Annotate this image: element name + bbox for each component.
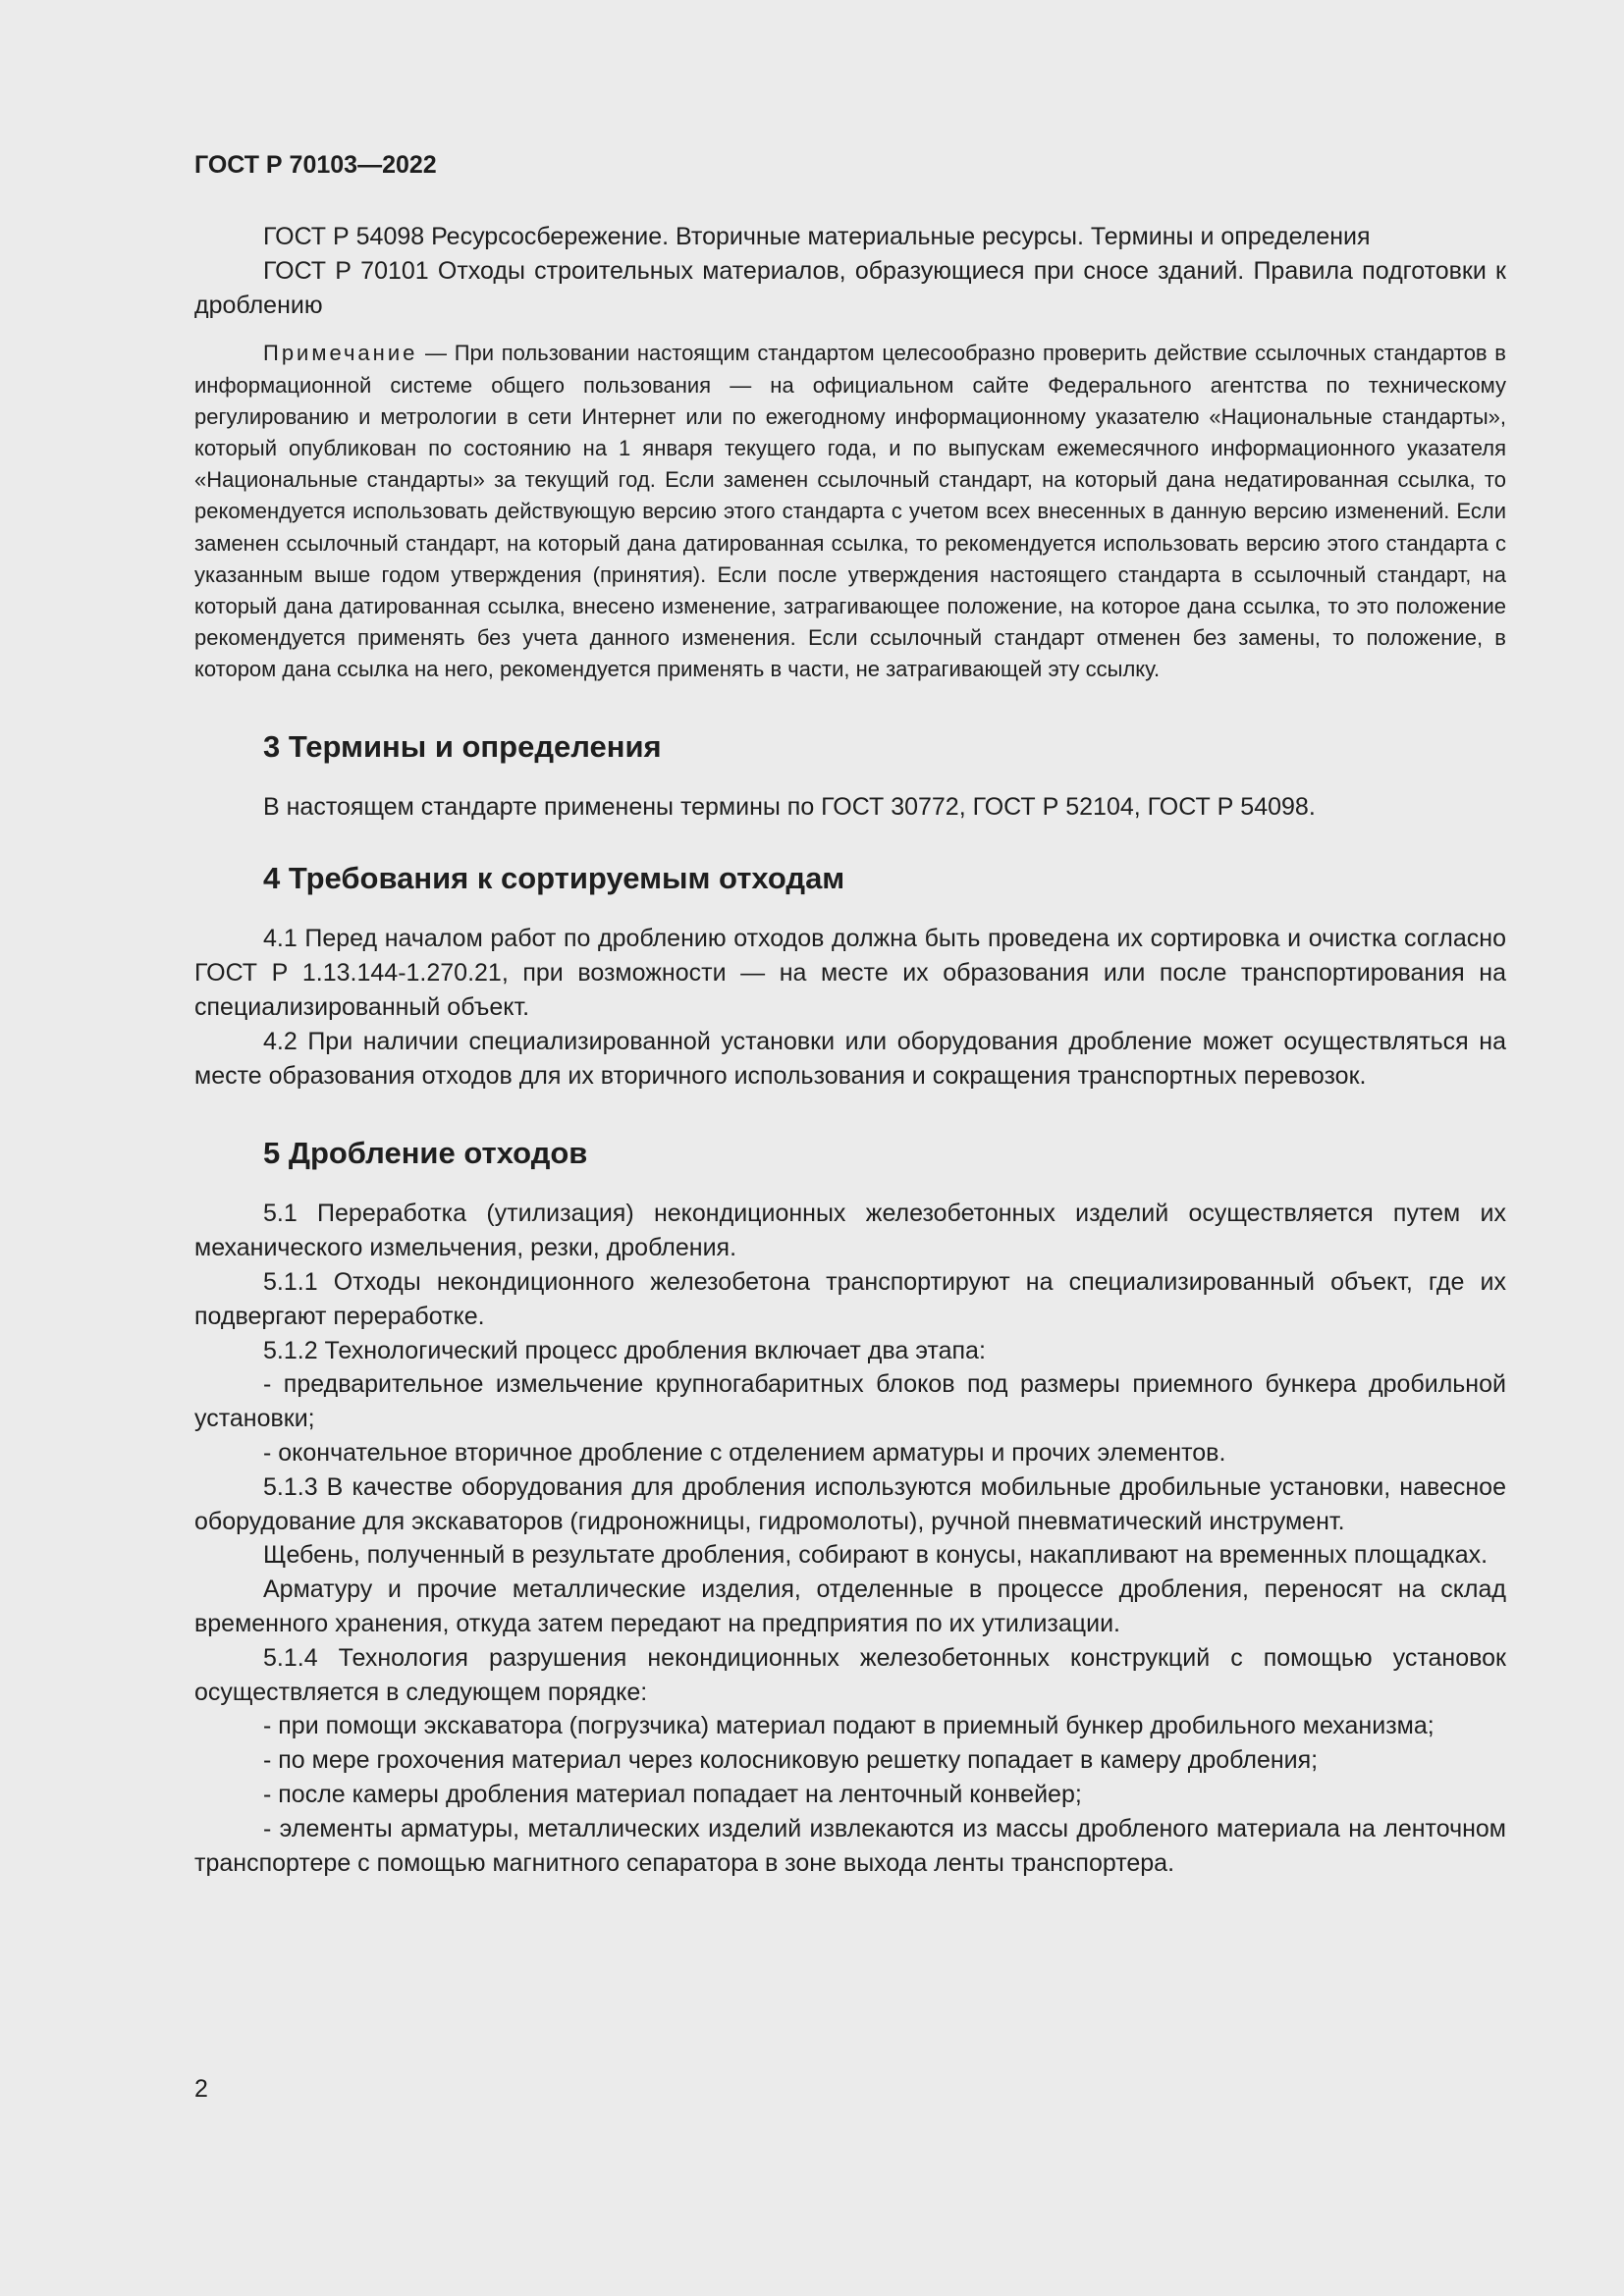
section-5-list-item: - по мере грохочения материал через колосниковую решетку попадает в камеру дробления; — [263, 1746, 1319, 1775]
reference-gost-54098: ГОСТ Р 54098 Ресурсосбережение. Вторичные материальные ресурсы. Термины и определения — [263, 223, 1371, 250]
section-5-list-item: - при помощи экскаватора (погрузчика) материал подают в приемный бункер дробильного механизма; — [263, 1712, 1435, 1740]
section-5-paragraph: 5.1.2 Технологический процесс дробления включает два этапа: — [263, 1336, 986, 1364]
section-3-text: В настоящем стандарте применены термины по ГОСТ 30772, ГОСТ Р 52104, ГОСТ Р 54098. — [263, 792, 1316, 821]
note-label: Примечание — [263, 341, 418, 366]
section-5-heading: 5 Дробление отходов — [263, 1136, 588, 1171]
section-3-heading: 3 Термины и определения — [263, 728, 662, 764]
section-4-heading: 4 Требования к сортируемым отходам — [263, 861, 845, 896]
section-5-paragraph: 5.1.4 Технология разрушения некондиционных железобетонных конструкций с помощью установок осуществляется в следующем порядке: — [194, 1643, 1506, 1706]
document-code-header: ГОСТ Р 70103—2022 — [194, 151, 437, 179]
section-5-paragraph: 5.1.3 В качестве оборудования для дробления используются мобильные дробильные установки, навесное оборудование для экскаваторов (гидроножницы, гидромолоты), ручной пневматический инструмент. — [194, 1472, 1506, 1535]
page-number: 2 — [194, 2075, 208, 2103]
note-paragraph — [194, 338, 1506, 685]
section-5-list-item: - после камеры дробления материал попадает на ленточный конвейер; — [263, 1780, 1082, 1808]
section-5-list-item: - окончательное вторичное дробление с отделением арматуры и прочих элементов. — [263, 1438, 1226, 1467]
section-5-paragraph: Щебень, полученный в результате дробления, собирают в конусы, накапливают на временных площадках. — [263, 1541, 1489, 1570]
section-4-paragraph: 4.2 При наличии специализированной установки или оборудования дробление может осуществляться на месте образования отходов для их вторичного использования и сокращения транспортных перевозок. — [194, 1027, 1506, 1090]
section-5-list-item: - предварительное измельчение крупногабаритных блоков под размеры приемного бункера дробильной установки; — [194, 1370, 1506, 1433]
section-5-list-item: - элементы арматуры, металлических изделий извлекаются из массы дробленого материала на ленточном транспортере с помощью магнитного сепаратора в зоне выхода ленты транспортера. — [194, 1814, 1506, 1877]
reference-gost-70101: ГОСТ Р 70101 Отходы строительных материалов, образующиеся при сносе зданий. Правила подготовки к дроблению — [194, 256, 1506, 319]
section-5-paragraph: Арматуру и прочие металлические изделия, отделенные в процессе дробления, переносят на склад временного хранения, откуда затем передают на предприятия по их утилизации. — [194, 1575, 1506, 1637]
section-5-paragraph: 5.1.1 Отходы некондиционного железобетона транспортируют на специализированный объект, где их подвергают переработке. — [194, 1268, 1506, 1330]
section-5-paragraph: 5.1 Переработка (утилизация) некондиционных железобетонных изделий осуществляется путем их механического измельчения, резки, дробления. — [194, 1200, 1506, 1262]
note-text: — При пользовании настоящим стандартом целесообразно проверить действие ссылочных стандартов в информационной системе общего пользования — на официальном сайте Федерального агентства по техническому регулированию и метрологии в сети Интернет или по ежегодному информационному указателю «Национальные стандарты», который опубликован по состоянию на 1 января текущего года, и по выпускам ежемесячного информационного указателя «Национальные стандарты» за текущий год. Если заменен ссылочный стандарт, на который дана недатированная ссылка, то рекомендуется использовать действующую версию этого стандарта с учетом всех внесенных в данную версию изменений. Если заменен ссылочный стандарт, на который дана датированная ссылка, то рекомендуется использовать версию этого стандарта с указанным выше годом утверждения (принятия). Если после утверждения настоящего стандарта в ссылочный стандарт, на который дана датированная ссылка, внесено изменение, затрагивающее положение, на которое дана ссылка, то это положение рекомендуется применять без учета данного изменения. Если ссылочный стандарт отменен без замены, то положение, в котором дана ссылка на него, рекомендуется применять в части, не затрагивающей эту ссылку. — [194, 341, 1506, 682]
section-4-paragraph: 4.1 Перед началом работ по дроблению отходов должна быть проведена их сортировка и очистка согласно ГОСТ Р 1.13.144-1.270.21, при возможности — на месте их образования или после транспортирования на специализированный объект. — [194, 925, 1506, 1022]
